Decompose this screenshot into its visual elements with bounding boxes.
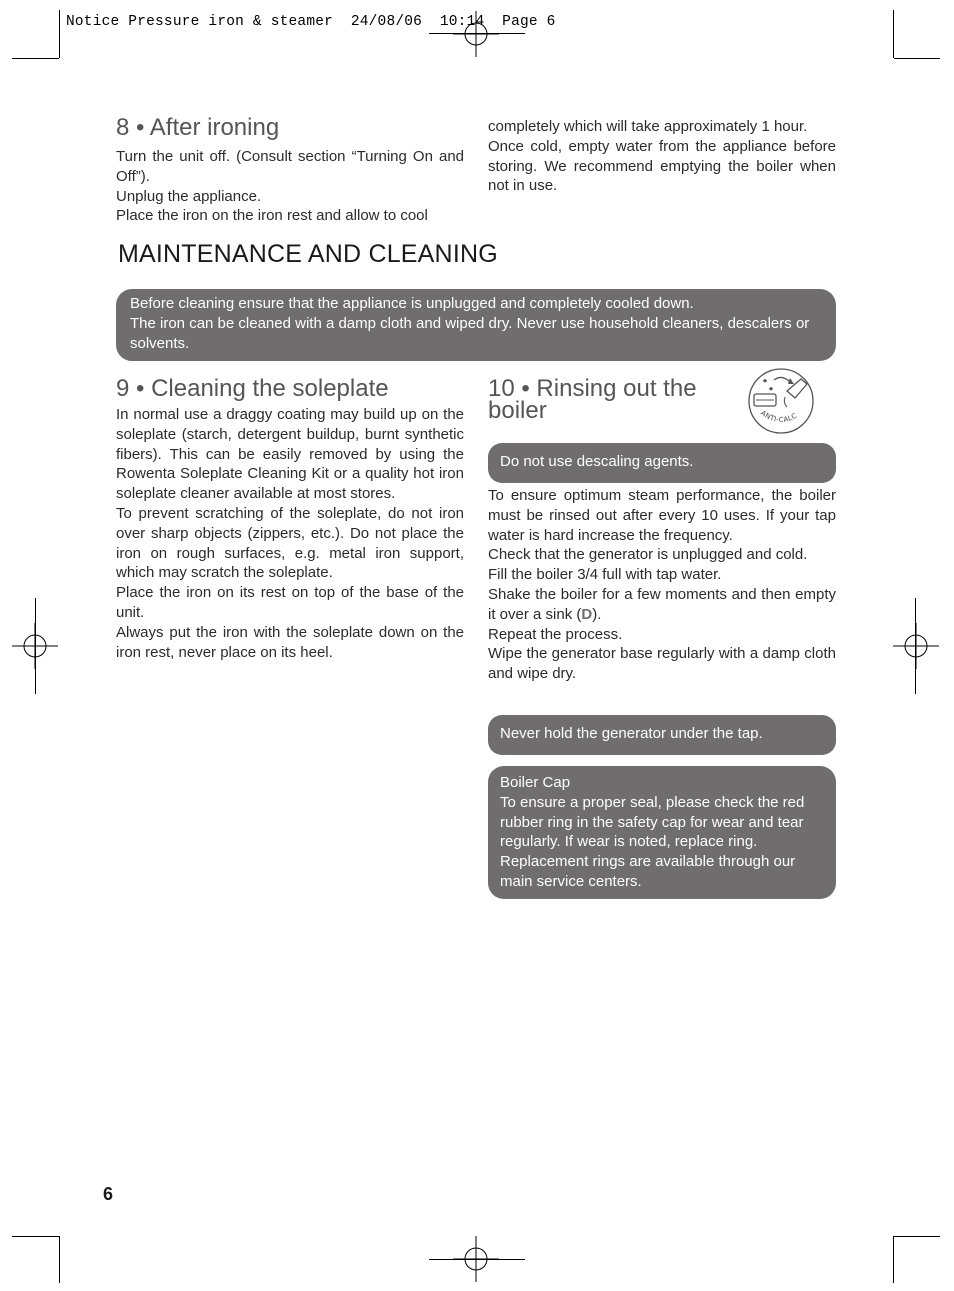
section-8-paragraph: Place the iron on the iron rest and allow to cool — [116, 207, 428, 225]
section-10-title-block — [488, 375, 738, 424]
section-9-column — [116, 375, 464, 662]
page-number: 6 — [103, 1184, 114, 1204]
section-10-paragraph — [488, 585, 836, 625]
warning-line: Before cleaning ensure that the appliance is unplugged and completely cooled down. — [130, 295, 694, 312]
descaling-note-text: Do not use descaling agents. — [500, 453, 694, 470]
section-8-title: 8 • After ironing — [116, 114, 280, 141]
registration-line-top — [429, 33, 525, 34]
crop-mark-top-left-v — [59, 10, 60, 58]
crop-mark-top-right-h — [894, 58, 940, 59]
shake-end: ). — [592, 605, 602, 623]
descaling-note-box — [488, 443, 836, 483]
anti-calc-badge-icon — [747, 367, 815, 435]
section-10-body — [488, 486, 836, 684]
boiler-cap-box — [488, 766, 836, 899]
boiler-cap-text: To ensure a proper seal, please check the red rubber ring in the safety cap for wear and tear regularly. If wear is noted, replace ring. Replacement rings are available through our main service centers. — [500, 793, 805, 890]
section-8-paragraph: Turn the unit off. (Consult section “Turning On and Off”). — [116, 148, 464, 185]
section-9-title: 9 • Cleaning the soleplate — [116, 375, 389, 402]
registration-mark-top-icon — [453, 11, 499, 57]
crop-mark-top-right-v — [893, 10, 894, 58]
tap-note-box — [488, 715, 836, 755]
svg-text:ANTI-CALC — [759, 409, 798, 424]
section-9-paragraph: Place the iron on its rest on top of the base of the unit. — [116, 584, 464, 621]
tap-note-text: Never hold the generator under the tap. — [500, 725, 763, 742]
section-9-paragraph: In normal use a draggy coating may build up on the soleplate (starch, detergent buildup, burnt synthetic fibers). This can be easily removed by using the Rowenta Soleplate Cleaning Kit or a quality hot iron soleplate cleaner available at most stores. — [116, 406, 464, 503]
section-10-paragraph: Check that the generator is unplugged and cold. — [488, 546, 808, 564]
registration-line-left — [35, 598, 36, 694]
shake-text: Shake the boiler for a few moments and then empty it over a sink ( — [488, 585, 836, 623]
section-9-paragraph: Always put the iron with the soleplate down on the iron rest, never place on its heel. — [116, 623, 464, 661]
warning-line: The iron can be cleaned with a damp cloth and wiped dry. Never use household cleaners, descalers or solvents. — [130, 314, 810, 352]
registration-line-bottom — [429, 1259, 525, 1260]
section-10-paragraph: Repeat the process. — [488, 625, 623, 643]
section-10-title-line-2: boiler — [488, 397, 547, 424]
crop-mark-bottom-left-v — [59, 1236, 60, 1283]
crop-mark-top-left-h — [12, 58, 59, 59]
figure-reference: D — [581, 605, 593, 623]
print-slug-line: Notice Pressure iron & steamer 24/08/06 10:14 Page 6 — [66, 14, 556, 30]
section-9-paragraph: To prevent scratching of the soleplate, do not iron over sharp objects (zippers, etc.). Do not place the iron on rough surfaces, e.g. metal iron support, which may scratch the soleplate. — [116, 504, 464, 582]
maintenance-warning-box — [116, 289, 836, 361]
registration-mark-right-icon — [893, 623, 939, 669]
section-10-title-line-1: 10 • Rinsing out the — [488, 375, 697, 402]
boiler-cap-title: Boiler Cap — [500, 774, 571, 791]
registration-line-right — [915, 598, 916, 694]
section-10-paragraph: To ensure optimum steam performance, the boiler must be rinsed out after every 10 uses. If your tap water is hard increase the frequency. — [488, 487, 836, 544]
section-10-paragraph: Fill the boiler 3/4 full with tap water. — [488, 566, 722, 584]
maintenance-heading: MAINTENANCE AND CLEANING — [118, 240, 498, 268]
section-10-paragraph: Wipe the generator base regularly with a damp cloth and wipe dry. — [488, 645, 836, 683]
section-8-paragraph: Unplug the appliance. — [116, 187, 262, 205]
crop-mark-bottom-left-h — [12, 1236, 59, 1237]
crop-mark-bottom-right-h — [894, 1236, 940, 1237]
badge-label: ANTI-CALC — [759, 408, 799, 425]
section-10-title — [488, 375, 738, 424]
section-8-right-column — [488, 117, 836, 196]
section-8-paragraph: completely which will take approximately 1 hour. — [488, 118, 808, 135]
section-8-left-column — [116, 114, 464, 226]
crop-mark-bottom-right-v — [893, 1236, 894, 1283]
section-8-paragraph: Once cold, empty water from the appliance before storing. We recommend emptying the boiler when not in use. — [488, 137, 836, 195]
